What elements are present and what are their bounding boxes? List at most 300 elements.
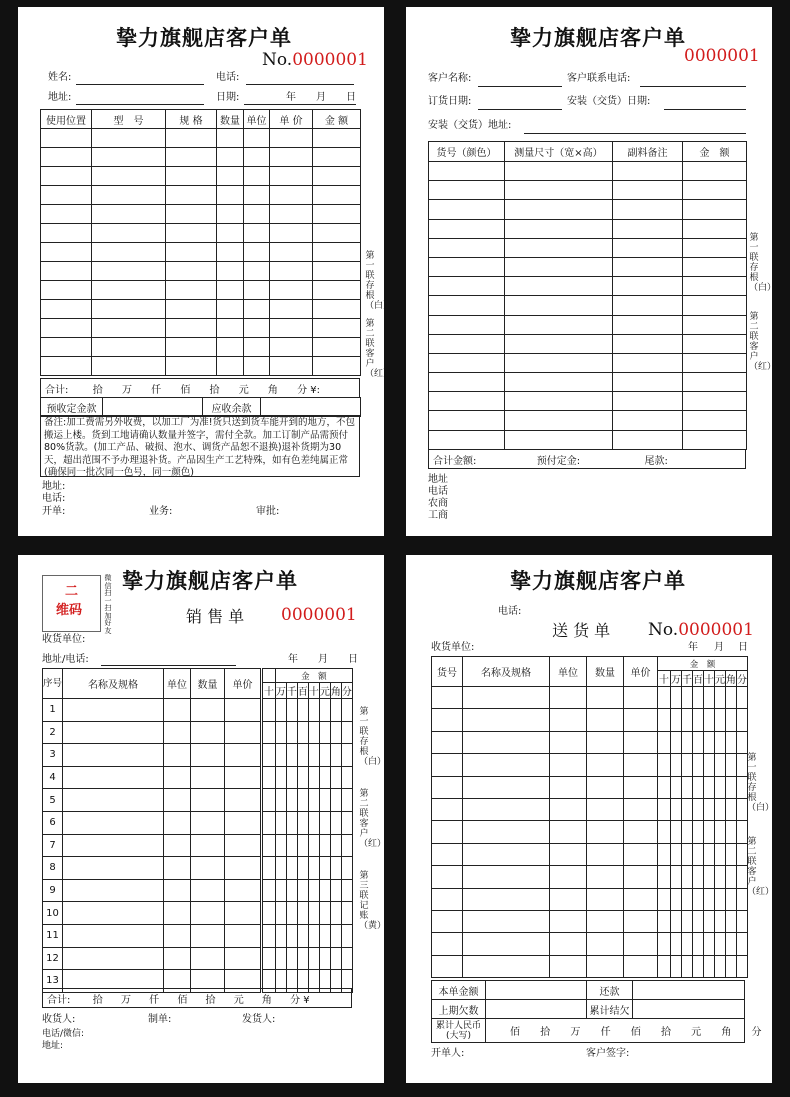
table-cell[interactable] [297,811,308,834]
table-cell[interactable] [726,888,737,910]
table-cell[interactable] [341,857,352,880]
table-cell[interactable] [191,924,225,947]
table-cell[interactable] [704,910,715,932]
table-cell[interactable] [682,709,693,731]
table-cell[interactable] [225,766,262,789]
table-cell[interactable] [341,766,352,789]
table-cell[interactable] [683,353,747,372]
table-cell[interactable] [92,338,166,357]
table-cell[interactable] [313,129,361,148]
table-cell[interactable] [286,947,297,970]
table-cell[interactable] [297,879,308,902]
table-cell[interactable] [704,687,715,709]
table-cell[interactable] [505,353,613,372]
table-cell[interactable] [429,334,505,353]
table-cell[interactable] [658,731,671,753]
table-cell[interactable] [308,721,319,744]
table-cell[interactable] [715,709,726,731]
table-cell[interactable] [463,910,550,932]
table-cell[interactable] [658,821,671,843]
contact-phone-field[interactable] [640,86,746,87]
table-cell[interactable] [313,281,361,300]
table-cell[interactable] [225,834,262,857]
table-cell[interactable] [217,205,244,224]
table-cell[interactable] [550,798,587,820]
table-cell[interactable] [613,219,683,238]
table-cell[interactable] [429,181,505,200]
table-cell[interactable] [297,924,308,947]
table-cell[interactable] [587,798,624,820]
table-cell[interactable] [693,687,704,709]
table-cell[interactable] [429,296,505,315]
table-cell[interactable] [217,338,244,357]
table-cell[interactable] [275,789,286,812]
table-cell[interactable] [683,219,747,238]
table-cell[interactable] [671,754,682,776]
table-cell[interactable] [737,709,748,731]
table-cell[interactable] [286,811,297,834]
last-owed-value[interactable] [486,1000,587,1019]
table-cell[interactable] [217,167,244,186]
table-cell[interactable] [166,338,217,357]
table-cell[interactable] [726,910,737,932]
table-cell[interactable] [217,186,244,205]
table-cell[interactable] [330,766,341,789]
table-cell[interactable] [715,821,726,843]
table-cell[interactable] [429,373,505,392]
table-cell[interactable] [624,821,658,843]
table-cell[interactable] [92,243,166,262]
table-cell[interactable] [41,167,92,186]
table-cell[interactable] [308,857,319,880]
table-cell[interactable] [297,834,308,857]
table-cell[interactable] [164,902,191,925]
table-cell[interactable] [693,731,704,753]
table-cell[interactable] [550,754,587,776]
table-cell[interactable] [432,776,463,798]
table-cell[interactable] [308,789,319,812]
table-cell[interactable] [683,315,747,334]
table-cell[interactable] [613,277,683,296]
table-cell[interactable] [297,857,308,880]
table-cell[interactable] [671,821,682,843]
table-cell[interactable] [613,200,683,219]
table-cell[interactable] [225,789,262,812]
table-cell[interactable] [726,933,737,955]
table-cell[interactable] [683,257,747,276]
table-cell[interactable] [244,281,270,300]
table-cell[interactable] [313,319,361,338]
table-cell[interactable] [463,709,550,731]
table-cell[interactable] [262,924,276,947]
table-cell[interactable] [262,721,276,744]
table-cell[interactable] [92,262,166,281]
table-cell[interactable] [587,933,624,955]
table-cell[interactable] [244,205,270,224]
table-cell[interactable] [225,811,262,834]
table-cell[interactable] [319,721,330,744]
table-cell[interactable] [225,721,262,744]
table-cell[interactable] [505,200,613,219]
table-cell[interactable] [191,744,225,767]
table-cell[interactable] [624,754,658,776]
table-cell[interactable] [341,811,352,834]
table-cell[interactable] [41,205,92,224]
table-cell[interactable] [550,933,587,955]
table-cell[interactable] [341,902,352,925]
table-cell[interactable] [313,357,361,376]
table-cell[interactable] [587,754,624,776]
balance-value[interactable] [261,398,361,417]
table-cell[interactable] [313,262,361,281]
table-cell[interactable] [313,338,361,357]
table-cell[interactable] [275,857,286,880]
table-cell[interactable] [308,879,319,902]
install-address-field[interactable] [524,133,746,134]
table-cell[interactable] [217,262,244,281]
table-cell[interactable] [682,866,693,888]
table-cell[interactable] [63,789,164,812]
table-cell[interactable] [587,888,624,910]
table-cell[interactable] [217,319,244,338]
table-cell[interactable] [319,857,330,880]
order-date-field[interactable] [478,109,562,110]
table-cell[interactable] [63,879,164,902]
table-cell[interactable] [432,731,463,753]
table-cell[interactable] [505,162,613,181]
table-cell[interactable] [41,224,92,243]
table-cell[interactable] [505,238,613,257]
table-cell[interactable] [319,879,330,902]
table-cell[interactable] [658,843,671,865]
phone-field[interactable] [246,84,354,85]
table-cell[interactable] [726,687,737,709]
table-cell[interactable] [432,933,463,955]
table-cell[interactable] [262,857,276,880]
table-cell[interactable] [671,866,682,888]
table-cell[interactable] [704,798,715,820]
table-cell[interactable] [262,789,276,812]
table-cell[interactable] [319,699,330,722]
table-cell[interactable] [658,955,671,977]
table-cell[interactable] [683,334,747,353]
table-cell[interactable] [683,200,747,219]
table-cell[interactable] [463,687,550,709]
table-cell[interactable] [166,281,217,300]
table-cell[interactable] [737,776,748,798]
table-cell[interactable] [505,315,613,334]
table-cell[interactable] [613,257,683,276]
table-cell[interactable] [330,947,341,970]
table-cell[interactable] [693,955,704,977]
table-cell[interactable] [297,947,308,970]
table-cell[interactable] [308,834,319,857]
table-cell[interactable] [286,721,297,744]
table-cell[interactable] [41,186,92,205]
table-cell[interactable] [463,731,550,753]
table-cell[interactable] [92,319,166,338]
table-cell[interactable] [587,866,624,888]
table-cell[interactable] [92,129,166,148]
table-cell[interactable] [330,811,341,834]
table-cell[interactable] [613,411,683,430]
table-cell[interactable] [505,257,613,276]
table-cell[interactable] [715,731,726,753]
table-cell[interactable] [341,744,352,767]
table-cell[interactable] [286,902,297,925]
table-cell[interactable] [737,888,748,910]
table-cell[interactable] [262,834,276,857]
table-cell[interactable] [624,798,658,820]
table-cell[interactable] [463,866,550,888]
table-cell[interactable] [624,955,658,977]
table-cell[interactable] [550,776,587,798]
table-cell[interactable] [319,744,330,767]
table-cell[interactable] [41,300,92,319]
table-cell[interactable] [41,148,92,167]
table-cell[interactable] [587,955,624,977]
table-cell[interactable] [244,357,270,376]
table-cell[interactable] [63,744,164,767]
table-cell[interactable] [715,866,726,888]
table-cell[interactable] [63,699,164,722]
table-cell[interactable] [275,947,286,970]
table-cell[interactable] [624,866,658,888]
table-cell[interactable] [704,776,715,798]
table-cell[interactable] [613,181,683,200]
table-cell[interactable] [308,902,319,925]
table-cell[interactable] [624,933,658,955]
table-cell[interactable] [191,947,225,970]
table-cell[interactable] [166,300,217,319]
table-cell[interactable] [737,955,748,977]
table-cell[interactable] [683,373,747,392]
table-cell[interactable] [330,789,341,812]
repay-value[interactable] [633,981,745,1000]
table-cell[interactable] [624,731,658,753]
table-cell[interactable] [330,879,341,902]
table-cell[interactable] [308,699,319,722]
table-cell[interactable] [715,955,726,977]
table-cell[interactable] [613,353,683,372]
table-cell[interactable] [432,754,463,776]
table-cell[interactable] [341,834,352,857]
table-cell[interactable] [550,888,587,910]
table-cell[interactable] [308,811,319,834]
table-cell[interactable] [270,243,313,262]
table-cell[interactable] [693,888,704,910]
table-cell[interactable] [341,947,352,970]
table-cell[interactable] [737,731,748,753]
table-cell[interactable] [737,910,748,932]
table-cell[interactable] [693,798,704,820]
table-cell[interactable] [297,721,308,744]
table-cell[interactable] [330,834,341,857]
table-cell[interactable] [164,947,191,970]
table-cell[interactable] [658,754,671,776]
table-cell[interactable] [275,879,286,902]
table-cell[interactable] [319,789,330,812]
table-cell[interactable] [297,902,308,925]
table-cell[interactable] [319,766,330,789]
table-cell[interactable] [682,910,693,932]
table-cell[interactable] [683,392,747,411]
table-cell[interactable] [737,754,748,776]
table-cell[interactable] [330,902,341,925]
table-cell[interactable] [658,910,671,932]
table-cell[interactable] [432,955,463,977]
table-cell[interactable] [505,373,613,392]
table-cell[interactable] [270,205,313,224]
table-cell[interactable] [164,699,191,722]
table-cell[interactable] [191,789,225,812]
table-cell[interactable] [217,224,244,243]
table-cell[interactable] [262,947,276,970]
table-cell[interactable] [432,798,463,820]
table-cell[interactable] [191,766,225,789]
table-cell[interactable] [683,238,747,257]
table-cell[interactable] [41,129,92,148]
table-cell[interactable] [341,924,352,947]
table-cell[interactable] [587,731,624,753]
table-cell[interactable] [683,411,747,430]
table-cell[interactable] [164,811,191,834]
table-cell[interactable] [41,338,92,357]
table-cell[interactable] [308,924,319,947]
table-cell[interactable] [244,243,270,262]
table-cell[interactable] [704,709,715,731]
table-cell[interactable] [244,148,270,167]
table-cell[interactable] [704,866,715,888]
table-cell[interactable] [505,181,613,200]
table-cell[interactable] [505,219,613,238]
table-cell[interactable] [270,167,313,186]
table-cell[interactable] [92,357,166,376]
table-cell[interactable] [308,744,319,767]
table-cell[interactable] [164,744,191,767]
table-cell[interactable] [587,687,624,709]
table-cell[interactable] [587,709,624,731]
table-cell[interactable] [270,224,313,243]
table-cell[interactable] [244,224,270,243]
table-cell[interactable] [313,243,361,262]
table-cell[interactable] [262,699,276,722]
table-cell[interactable] [463,754,550,776]
table-cell[interactable] [166,243,217,262]
table-cell[interactable] [63,834,164,857]
table-cell[interactable] [270,262,313,281]
table-cell[interactable] [164,789,191,812]
table-cell[interactable] [587,843,624,865]
table-cell[interactable] [463,933,550,955]
table-cell[interactable] [737,798,748,820]
table-cell[interactable] [297,766,308,789]
table-cell[interactable] [275,924,286,947]
table-cell[interactable] [693,754,704,776]
table-cell[interactable] [166,205,217,224]
table-cell[interactable] [217,148,244,167]
table-cell[interactable] [275,902,286,925]
table-cell[interactable] [270,281,313,300]
table-cell[interactable] [244,129,270,148]
table-cell[interactable] [270,129,313,148]
table-cell[interactable] [225,744,262,767]
table-cell[interactable] [432,821,463,843]
table-cell[interactable] [671,798,682,820]
table-cell[interactable] [313,224,361,243]
table-cell[interactable] [550,843,587,865]
table-cell[interactable] [313,186,361,205]
table-cell[interactable] [429,411,505,430]
table-cell[interactable] [613,373,683,392]
table-cell[interactable] [275,834,286,857]
table-cell[interactable] [737,843,748,865]
table-cell[interactable] [319,834,330,857]
table-cell[interactable] [225,947,262,970]
table-cell[interactable] [432,866,463,888]
table-cell[interactable] [297,699,308,722]
table-cell[interactable] [191,721,225,744]
table-cell[interactable] [682,798,693,820]
table-cell[interactable] [270,338,313,357]
table-cell[interactable] [319,811,330,834]
table-cell[interactable] [191,811,225,834]
table-cell[interactable] [244,319,270,338]
table-cell[interactable] [463,955,550,977]
table-cell[interactable] [225,857,262,880]
table-cell[interactable] [613,162,683,181]
table-cell[interactable] [217,300,244,319]
table-cell[interactable] [341,721,352,744]
table-cell[interactable] [671,888,682,910]
table-cell[interactable] [671,955,682,977]
table-cell[interactable] [463,843,550,865]
table-cell[interactable] [41,357,92,376]
table-cell[interactable] [313,205,361,224]
table-cell[interactable] [682,933,693,955]
table-cell[interactable] [671,687,682,709]
table-cell[interactable] [308,766,319,789]
table-cell[interactable] [624,843,658,865]
table-cell[interactable] [41,281,92,300]
table-cell[interactable] [429,257,505,276]
table-cell[interactable] [693,910,704,932]
current-amount-value[interactable] [486,981,587,1000]
table-cell[interactable] [715,687,726,709]
table-cell[interactable] [737,933,748,955]
table-cell[interactable] [658,687,671,709]
table-cell[interactable] [505,430,613,449]
table-cell[interactable] [726,709,737,731]
table-cell[interactable] [726,866,737,888]
table-cell[interactable] [262,766,276,789]
table-cell[interactable] [429,315,505,334]
table-cell[interactable] [92,224,166,243]
table-cell[interactable] [275,721,286,744]
table-cell[interactable] [244,167,270,186]
table-cell[interactable] [92,148,166,167]
table-cell[interactable] [429,353,505,372]
table-cell[interactable] [463,798,550,820]
table-cell[interactable] [613,296,683,315]
install-date-field[interactable] [664,109,746,110]
table-cell[interactable] [217,281,244,300]
table-cell[interactable] [244,262,270,281]
table-cell[interactable] [682,843,693,865]
table-cell[interactable] [505,296,613,315]
table-cell[interactable] [613,238,683,257]
table-cell[interactable] [270,148,313,167]
